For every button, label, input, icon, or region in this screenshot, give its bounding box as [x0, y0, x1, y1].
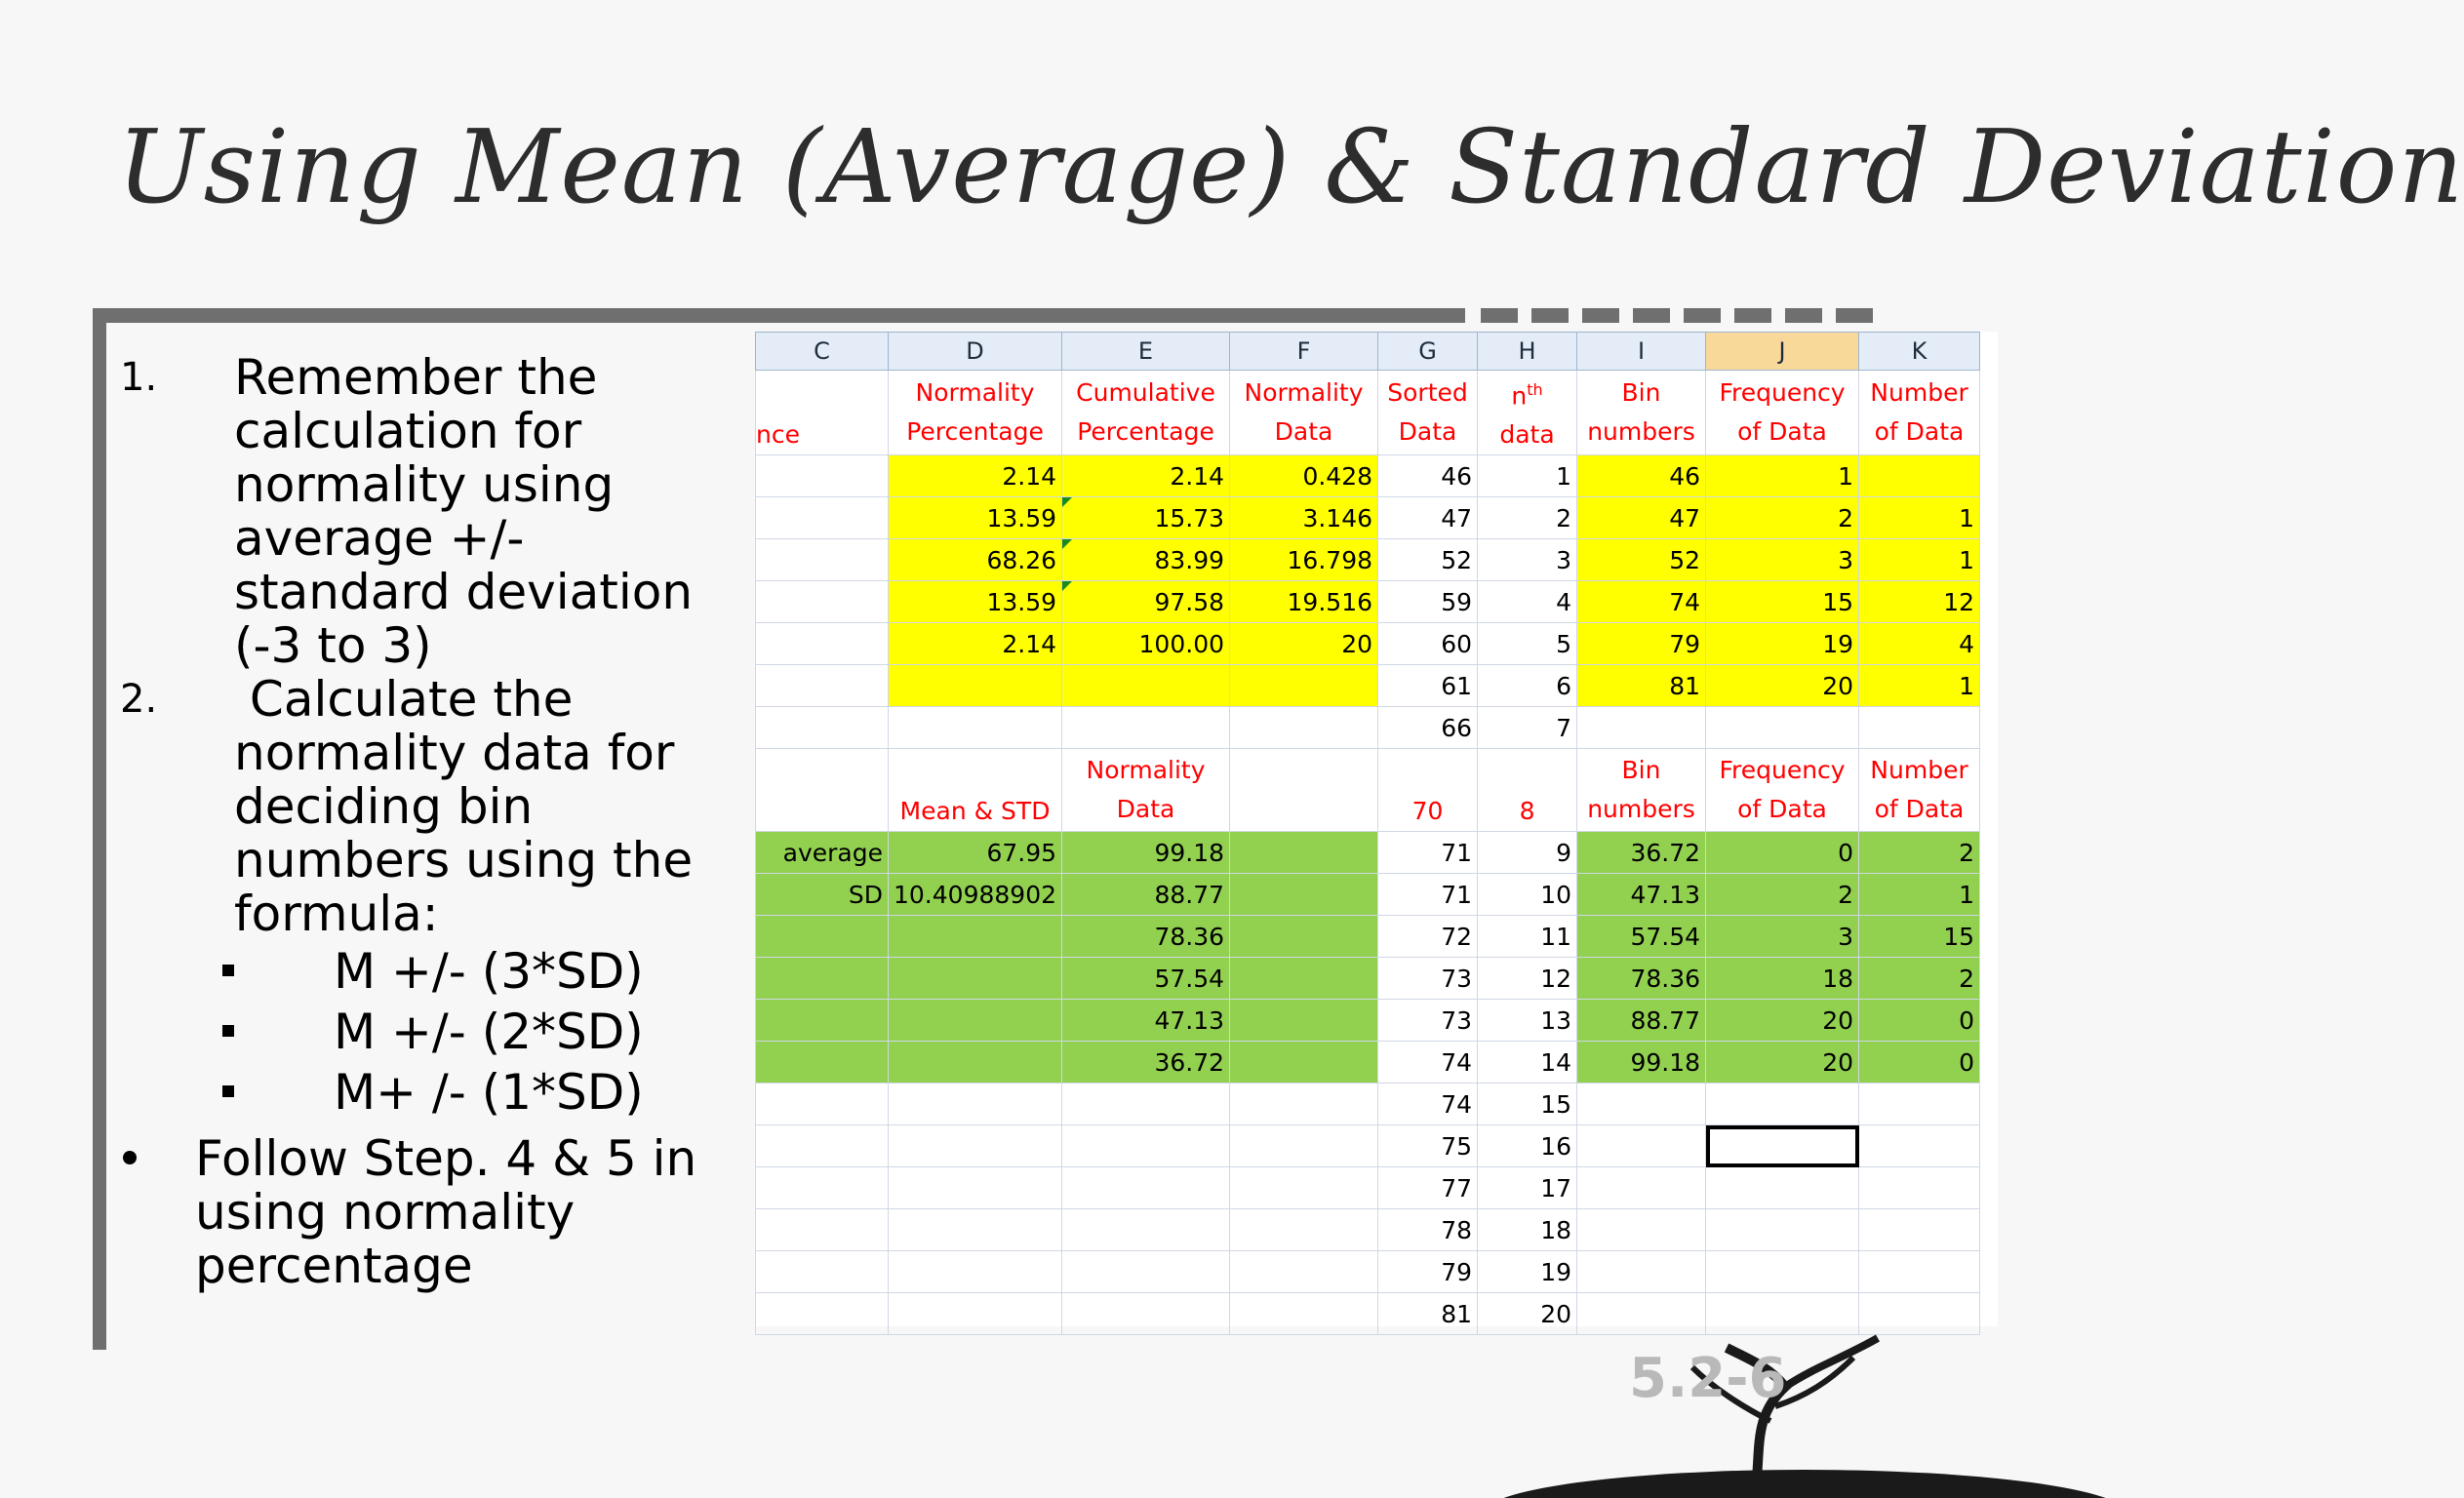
column-header[interactable]: G: [1378, 333, 1478, 371]
cell[interactable]: [1577, 1125, 1706, 1167]
cell[interactable]: 1: [1859, 665, 1980, 707]
cell[interactable]: 3.146: [1230, 497, 1378, 539]
cell[interactable]: 88.77: [1062, 874, 1230, 916]
frame-top-bar: [95, 308, 1465, 323]
header-cell[interactable]: Mean & STD: [889, 749, 1062, 832]
table-row: [756, 1000, 1980, 1042]
header-cell[interactable]: Sorted Data: [1378, 371, 1478, 455]
header-cell[interactable]: Normality Percentage: [889, 371, 1062, 455]
cell[interactable]: 1: [1859, 539, 1980, 581]
cell[interactable]: 3: [1706, 916, 1859, 958]
cell[interactable]: 59: [1378, 581, 1478, 623]
cell-value: 83.99: [1154, 545, 1225, 574]
cell[interactable]: [756, 455, 889, 497]
table-row: [756, 497, 1980, 539]
header-sup: th: [1527, 380, 1543, 399]
cell[interactable]: SD: [756, 874, 889, 916]
cell[interactable]: 99.18: [1062, 832, 1230, 874]
sub-bullet-text: M +/- (2*SD): [334, 1004, 644, 1060]
header-cell[interactable]: Frequency of Data: [1706, 749, 1859, 832]
cell[interactable]: [889, 1084, 1062, 1125]
header-cell[interactable]: Number of Data: [1859, 371, 1980, 455]
cell[interactable]: 0.428: [1230, 455, 1378, 497]
cell[interactable]: 4: [1859, 623, 1980, 665]
cell[interactable]: 0: [1706, 832, 1859, 874]
cell[interactable]: [1062, 539, 1230, 581]
cell[interactable]: 78.36: [1062, 916, 1230, 958]
cell[interactable]: 3: [1478, 539, 1577, 581]
cell[interactable]: nce: [756, 371, 889, 455]
cell[interactable]: 11: [1478, 916, 1577, 958]
frame-dashed-bar: [1481, 308, 1876, 323]
header-data: data: [1499, 420, 1555, 450]
cell[interactable]: 99.18: [1577, 1042, 1706, 1084]
cell[interactable]: 74: [1378, 1042, 1478, 1084]
cell[interactable]: 6: [1478, 665, 1577, 707]
cell[interactable]: 5: [1478, 623, 1577, 665]
cell[interactable]: [1062, 1125, 1230, 1167]
cell[interactable]: 57.54: [1577, 916, 1706, 958]
cell[interactable]: 71: [1378, 874, 1478, 916]
header-cell[interactable]: Bin numbers: [1577, 749, 1706, 832]
cell[interactable]: [1230, 1209, 1378, 1251]
square-bullet-icon: [222, 1085, 234, 1097]
cell[interactable]: [1062, 1209, 1230, 1251]
table-row: [756, 539, 1980, 581]
table-row: [756, 623, 1980, 665]
cell[interactable]: 81: [1378, 1293, 1478, 1335]
cell[interactable]: [756, 539, 889, 581]
cell[interactable]: [756, 916, 889, 958]
cell[interactable]: [756, 1084, 889, 1125]
cell[interactable]: 20: [1230, 623, 1378, 665]
cell[interactable]: 14: [1478, 1042, 1577, 1084]
header-cell[interactable]: [1478, 371, 1577, 455]
round-bullet-icon: [123, 1151, 137, 1164]
cell[interactable]: [1062, 497, 1230, 539]
cell[interactable]: average: [756, 832, 889, 874]
bullet-number: 1.: [120, 355, 158, 400]
cell[interactable]: 81: [1577, 665, 1706, 707]
cell[interactable]: 9: [1478, 832, 1577, 874]
cell[interactable]: 20: [1478, 1293, 1577, 1335]
cell[interactable]: 13.59: [889, 581, 1062, 623]
logo-text: 5.2-6: [1629, 1347, 1787, 1410]
cell[interactable]: 3: [1706, 539, 1859, 581]
cell[interactable]: [1230, 874, 1378, 916]
bullet-item-2: [117, 673, 741, 941]
cell[interactable]: 19: [1706, 623, 1859, 665]
cell[interactable]: [1230, 1293, 1378, 1335]
header-cell[interactable]: Number of Data: [1859, 749, 1980, 832]
cell[interactable]: 18: [1478, 1209, 1577, 1251]
cell[interactable]: 74: [1378, 1084, 1478, 1125]
cell[interactable]: 17: [1478, 1167, 1577, 1209]
cell[interactable]: 47: [1378, 497, 1478, 539]
cell[interactable]: 18: [1706, 958, 1859, 1000]
cell[interactable]: [756, 497, 889, 539]
column-header-selected[interactable]: J: [1706, 333, 1859, 371]
cell[interactable]: 4: [1478, 581, 1577, 623]
cell[interactable]: [1859, 1167, 1980, 1209]
cell[interactable]: [889, 958, 1062, 1000]
cell[interactable]: 13.59: [889, 497, 1062, 539]
table-row: [756, 832, 1980, 874]
table-row: [756, 1167, 1980, 1209]
square-bullet-icon: [222, 1025, 234, 1037]
cell[interactable]: [1706, 707, 1859, 749]
cell[interactable]: [889, 1251, 1062, 1293]
cell[interactable]: 72: [1378, 916, 1478, 958]
cell[interactable]: [1859, 455, 1980, 497]
cell[interactable]: [1230, 832, 1378, 874]
cell[interactable]: [756, 665, 889, 707]
cell[interactable]: 52: [1577, 539, 1706, 581]
cell[interactable]: [756, 1000, 889, 1042]
cell[interactable]: 1: [1478, 455, 1577, 497]
cell[interactable]: 73: [1378, 958, 1478, 1000]
cell[interactable]: [1230, 665, 1378, 707]
active-cell[interactable]: [1706, 1125, 1859, 1167]
cell[interactable]: [1706, 1084, 1859, 1125]
cell[interactable]: 74: [1577, 581, 1706, 623]
cell[interactable]: 67.95: [889, 832, 1062, 874]
bullet-text: Remember the calculation for normality using average +/- standard deviation (-3 to 3): [234, 349, 694, 674]
cell[interactable]: [889, 707, 1062, 749]
table-row: [756, 707, 1980, 749]
cell[interactable]: [756, 1251, 889, 1293]
cell[interactable]: 46: [1577, 455, 1706, 497]
cell[interactable]: 100.00: [1062, 623, 1230, 665]
table-row: [756, 1251, 1980, 1293]
cell[interactable]: 46: [1378, 455, 1478, 497]
cell[interactable]: 10: [1478, 874, 1577, 916]
table-row: [756, 665, 1980, 707]
header-cell[interactable]: Cumulative Percentage: [1062, 371, 1230, 455]
cell[interactable]: 79: [1577, 623, 1706, 665]
cell[interactable]: [1230, 958, 1378, 1000]
table-row: [756, 958, 1980, 1000]
cell[interactable]: 66: [1378, 707, 1478, 749]
cell[interactable]: 2: [1706, 497, 1859, 539]
cell[interactable]: 60: [1378, 623, 1478, 665]
cell[interactable]: 47: [1577, 497, 1706, 539]
cell[interactable]: [756, 581, 889, 623]
follow-text: Follow Step. 4 & 5 in using normality percentage: [195, 1130, 697, 1294]
bullet-number: 2.: [120, 677, 158, 722]
cell[interactable]: 68.26: [889, 539, 1062, 581]
cell[interactable]: 16.798: [1230, 539, 1378, 581]
cell[interactable]: [889, 1167, 1062, 1209]
cell[interactable]: 0: [1859, 1042, 1980, 1084]
cell[interactable]: [1230, 1000, 1378, 1042]
slide-title: Using Mean (Average) & Standard Deviation: [117, 107, 2464, 226]
cell[interactable]: 57.54: [1062, 958, 1230, 1000]
cell[interactable]: [756, 1125, 889, 1167]
cell[interactable]: 88.77: [1577, 1000, 1706, 1042]
cell[interactable]: [1577, 707, 1706, 749]
sub-bullet-3: [117, 1062, 741, 1123]
column-header[interactable]: D: [889, 333, 1062, 371]
cell[interactable]: 20: [1706, 1042, 1859, 1084]
cell[interactable]: 20: [1706, 665, 1859, 707]
table-row: [756, 581, 1980, 623]
cell[interactable]: 47.13: [1062, 1000, 1230, 1042]
cell[interactable]: 15: [1478, 1084, 1577, 1125]
cell[interactable]: 8: [1478, 749, 1577, 832]
column-header-row: [756, 333, 1980, 371]
cell[interactable]: [756, 623, 889, 665]
table-row: [756, 874, 1980, 916]
cell[interactable]: 36.72: [1577, 832, 1706, 874]
cell[interactable]: [1230, 749, 1378, 832]
cell[interactable]: 2: [1859, 958, 1980, 1000]
cell[interactable]: 1: [1706, 455, 1859, 497]
column-header[interactable]: K: [1859, 333, 1980, 371]
column-header[interactable]: H: [1478, 333, 1577, 371]
cell[interactable]: [1859, 1125, 1980, 1167]
cell[interactable]: 12: [1859, 581, 1980, 623]
cell[interactable]: 15: [1859, 916, 1980, 958]
header-n: n: [1511, 381, 1528, 411]
cell[interactable]: 75: [1378, 1125, 1478, 1167]
cell[interactable]: 12: [1478, 958, 1577, 1000]
column-header[interactable]: E: [1062, 333, 1230, 371]
cell[interactable]: [1859, 1084, 1980, 1125]
error-indicator-icon: [1062, 497, 1072, 507]
cell[interactable]: 52: [1378, 539, 1478, 581]
frame-left-bar: [93, 308, 106, 1350]
cell[interactable]: [889, 1293, 1062, 1335]
header-row-2: [756, 749, 1980, 832]
cell[interactable]: 2: [1706, 874, 1859, 916]
cell[interactable]: [889, 1000, 1062, 1042]
sub-bullet-1: [117, 941, 741, 1002]
number-tree-logo: [1492, 1328, 1998, 1498]
cell[interactable]: [889, 916, 1062, 958]
cell[interactable]: 19.516: [1230, 581, 1378, 623]
cell[interactable]: [1062, 665, 1230, 707]
cell[interactable]: 20: [1706, 1000, 1859, 1042]
cell[interactable]: [1577, 1251, 1706, 1293]
cell[interactable]: 79: [1378, 1251, 1478, 1293]
cell[interactable]: 77: [1378, 1167, 1478, 1209]
cell[interactable]: 2: [1478, 497, 1577, 539]
header-cell[interactable]: Normality Data: [1062, 749, 1230, 832]
sub-bullet-text: M+ /- (1*SD): [334, 1064, 644, 1121]
cell-value: 15.73: [1154, 503, 1225, 532]
cell[interactable]: 78.36: [1577, 958, 1706, 1000]
spreadsheet-screenshot: [755, 332, 1998, 1326]
cell[interactable]: 47.13: [1577, 874, 1706, 916]
cell[interactable]: [1062, 707, 1230, 749]
column-header[interactable]: C: [756, 333, 889, 371]
table-row: [756, 1042, 1980, 1084]
cell[interactable]: [756, 1209, 889, 1251]
cell[interactable]: [1859, 1209, 1980, 1251]
cell[interactable]: [1859, 707, 1980, 749]
cell[interactable]: [756, 1042, 889, 1084]
cell[interactable]: [889, 665, 1062, 707]
cell[interactable]: [1230, 1251, 1378, 1293]
cell[interactable]: [1062, 1167, 1230, 1209]
cell[interactable]: 2.14: [889, 623, 1062, 665]
cell[interactable]: [1230, 1125, 1378, 1167]
cell[interactable]: [1062, 581, 1230, 623]
table-row: [756, 1084, 1980, 1125]
cell[interactable]: 16: [1478, 1125, 1577, 1167]
cell[interactable]: [1706, 1167, 1859, 1209]
column-header[interactable]: I: [1577, 333, 1706, 371]
follow-bullet: [117, 1132, 741, 1293]
cell[interactable]: [1230, 1042, 1378, 1084]
cell[interactable]: 2.14: [889, 455, 1062, 497]
bullet-list: [117, 351, 741, 1293]
square-bullet-icon: [222, 965, 234, 976]
cell[interactable]: [756, 707, 889, 749]
header-cell[interactable]: Frequency of Data: [1706, 371, 1859, 455]
cell-value: 97.58: [1154, 587, 1225, 616]
cell[interactable]: [1577, 1209, 1706, 1251]
table-row: [756, 916, 1980, 958]
sub-bullet-text: M +/- (3*SD): [334, 943, 644, 1000]
cell[interactable]: [756, 1167, 889, 1209]
bullet-item-1: [117, 351, 741, 673]
cell[interactable]: 2: [1859, 832, 1980, 874]
error-indicator-icon: [1062, 581, 1072, 591]
cell[interactable]: 36.72: [1062, 1042, 1230, 1084]
cell[interactable]: 1: [1859, 874, 1980, 916]
cell[interactable]: [1062, 1251, 1230, 1293]
cell[interactable]: [1859, 1251, 1980, 1293]
table-row: [756, 455, 1980, 497]
cell[interactable]: 73: [1378, 1000, 1478, 1042]
sub-bullet-2: [117, 1002, 741, 1062]
cell[interactable]: [756, 749, 889, 832]
cell[interactable]: 19: [1478, 1251, 1577, 1293]
cell[interactable]: 78: [1378, 1209, 1478, 1251]
cell[interactable]: 70: [1378, 749, 1478, 832]
cell[interactable]: [1706, 1251, 1859, 1293]
error-indicator-icon: [1062, 539, 1072, 549]
column-header[interactable]: F: [1230, 333, 1378, 371]
cell[interactable]: [756, 1293, 889, 1335]
cell[interactable]: 0: [1859, 1000, 1980, 1042]
cell[interactable]: [1230, 1084, 1378, 1125]
cell[interactable]: 2.14: [1062, 455, 1230, 497]
table-row: [756, 1125, 1980, 1167]
cell[interactable]: [1062, 1084, 1230, 1125]
header-cell[interactable]: Bin numbers: [1577, 371, 1706, 455]
cell[interactable]: 15: [1706, 581, 1859, 623]
cell[interactable]: [1577, 1084, 1706, 1125]
bullet-text: Calculate the normality data for deciding bin numbers using the formula:: [234, 671, 708, 942]
cell[interactable]: [1230, 707, 1378, 749]
cell[interactable]: 7: [1478, 707, 1577, 749]
cell[interactable]: 61: [1378, 665, 1478, 707]
cell[interactable]: 10.40988902: [889, 874, 1062, 916]
cell[interactable]: [889, 1209, 1062, 1251]
cell[interactable]: [1706, 1209, 1859, 1251]
cell[interactable]: 1: [1859, 497, 1980, 539]
cell[interactable]: [1230, 916, 1378, 958]
cell[interactable]: 13: [1478, 1000, 1577, 1042]
cell[interactable]: [889, 1125, 1062, 1167]
cell[interactable]: [756, 958, 889, 1000]
cell[interactable]: 71: [1378, 832, 1478, 874]
cell[interactable]: [889, 1042, 1062, 1084]
header-cell[interactable]: Normality Data: [1230, 371, 1378, 455]
cell[interactable]: [1230, 1167, 1378, 1209]
header-row: [756, 371, 1980, 455]
table-row: [756, 1209, 1980, 1251]
cell[interactable]: [1577, 1167, 1706, 1209]
cell[interactable]: [1062, 1293, 1230, 1335]
